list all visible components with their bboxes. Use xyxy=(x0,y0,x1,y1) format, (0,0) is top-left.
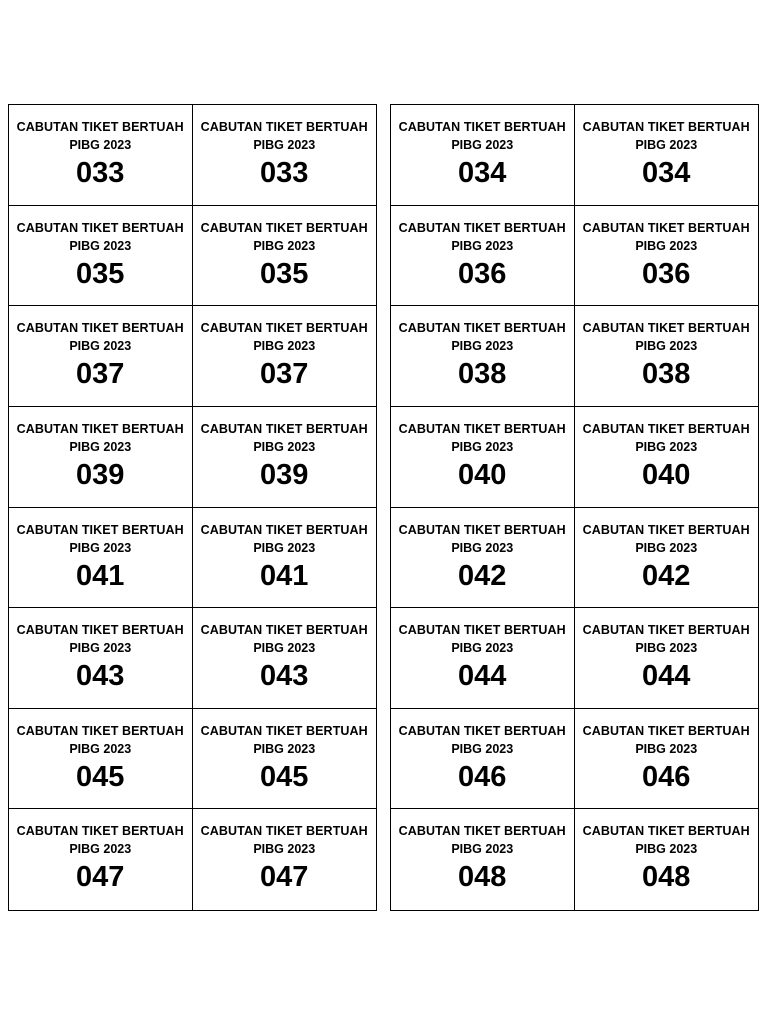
ticket-number: 046 xyxy=(642,760,691,793)
ticket-subtitle: PIBG 2023 xyxy=(451,238,514,253)
ticket-title: CABUTAN TIKET BERTUAH xyxy=(398,723,566,738)
ticket xyxy=(9,508,193,609)
ticket-title: CABUTAN TIKET BERTUAH xyxy=(398,120,566,134)
ticket-subtitle: PIBG 2023 xyxy=(635,238,698,253)
ticket-subtitle: PIBG 2023 xyxy=(635,641,698,656)
ticket-subtitle: PIBG 2023 xyxy=(451,339,514,354)
ticket-number: 038 xyxy=(458,358,507,391)
ticket-subtitle: PIBG 2023 xyxy=(635,540,698,555)
ticket-subtitle: PIBG 2023 xyxy=(253,339,316,354)
ticket-title: CABUTAN TIKET BERTUAH xyxy=(200,120,368,134)
ticket-title: CABUTAN TIKET BERTUAH xyxy=(582,120,750,134)
ticket-number: 037 xyxy=(260,358,309,391)
ticket-title: CABUTAN TIKET BERTUAH xyxy=(200,522,368,537)
ticket-subtitle: PIBG 2023 xyxy=(253,238,316,253)
ticket-number: 044 xyxy=(642,660,691,693)
ticket xyxy=(575,407,759,508)
ticket-number: 044 xyxy=(458,660,507,693)
ticket-title: CABUTAN TIKET BERTUAH xyxy=(582,522,750,537)
ticket-number: 040 xyxy=(458,458,507,491)
ticket xyxy=(391,608,575,709)
ticket xyxy=(575,709,759,810)
ticket xyxy=(9,206,193,307)
ticket xyxy=(9,306,193,407)
ticket-subtitle: PIBG 2023 xyxy=(69,741,132,756)
ticket-subtitle: PIBG 2023 xyxy=(635,842,698,857)
ticket-subtitle: PIBG 2023 xyxy=(69,439,132,454)
ticket-number: 039 xyxy=(76,458,125,491)
ticket xyxy=(193,105,377,206)
ticket xyxy=(9,407,193,508)
ticket xyxy=(193,809,377,910)
ticket-number: 035 xyxy=(76,257,125,290)
ticket xyxy=(391,508,575,609)
ticket-subtitle: PIBG 2023 xyxy=(253,540,316,555)
ticket-subtitle: PIBG 2023 xyxy=(451,641,514,656)
ticket-number: 041 xyxy=(76,559,125,592)
ticket-number: 034 xyxy=(642,157,691,189)
ticket-title: CABUTAN TIKET BERTUAH xyxy=(200,321,368,336)
ticket-sheet-right xyxy=(390,104,759,911)
ticket-number: 041 xyxy=(260,559,309,592)
ticket-number: 033 xyxy=(76,157,125,189)
ticket-subtitle: PIBG 2023 xyxy=(69,641,132,656)
ticket-number: 045 xyxy=(260,760,309,793)
ticket-subtitle: PIBG 2023 xyxy=(253,641,316,656)
ticket-title: CABUTAN TIKET BERTUAH xyxy=(200,421,368,436)
ticket-title: CABUTAN TIKET BERTUAH xyxy=(582,321,750,336)
ticket-number: 042 xyxy=(458,559,507,592)
ticket-subtitle: PIBG 2023 xyxy=(69,238,132,253)
ticket xyxy=(575,508,759,609)
ticket-number: 048 xyxy=(642,861,691,894)
ticket xyxy=(391,306,575,407)
ticket-number: 048 xyxy=(458,861,507,894)
ticket-subtitle: PIBG 2023 xyxy=(635,439,698,454)
ticket-subtitle: PIBG 2023 xyxy=(253,138,316,152)
ticket-title: CABUTAN TIKET BERTUAH xyxy=(200,623,368,638)
ticket-subtitle: PIBG 2023 xyxy=(635,741,698,756)
ticket-title: CABUTAN TIKET BERTUAH xyxy=(16,321,184,336)
ticket-title: CABUTAN TIKET BERTUAH xyxy=(582,723,750,738)
ticket xyxy=(575,105,759,206)
ticket xyxy=(193,206,377,307)
ticket xyxy=(9,608,193,709)
ticket-subtitle: PIBG 2023 xyxy=(253,439,316,454)
ticket-number: 036 xyxy=(458,257,507,290)
ticket-title: CABUTAN TIKET BERTUAH xyxy=(16,723,184,738)
ticket-number: 034 xyxy=(458,157,507,189)
ticket-title: CABUTAN TIKET BERTUAH xyxy=(16,220,184,235)
ticket-number: 047 xyxy=(260,861,309,894)
ticket-subtitle: PIBG 2023 xyxy=(451,439,514,454)
ticket-subtitle: PIBG 2023 xyxy=(69,138,132,152)
ticket xyxy=(193,407,377,508)
ticket xyxy=(193,508,377,609)
ticket-title: CABUTAN TIKET BERTUAH xyxy=(582,421,750,436)
ticket-subtitle: PIBG 2023 xyxy=(451,741,514,756)
ticket-title: CABUTAN TIKET BERTUAH xyxy=(398,522,566,537)
ticket xyxy=(391,206,575,307)
ticket xyxy=(575,809,759,910)
ticket-subtitle: PIBG 2023 xyxy=(451,842,514,857)
ticket-title: CABUTAN TIKET BERTUAH xyxy=(200,723,368,738)
ticket xyxy=(9,105,193,206)
ticket-number: 037 xyxy=(76,358,125,391)
ticket-subtitle: PIBG 2023 xyxy=(253,842,316,857)
ticket-number: 040 xyxy=(642,458,691,491)
ticket xyxy=(575,608,759,709)
ticket xyxy=(193,608,377,709)
ticket xyxy=(391,105,575,206)
ticket-subtitle: PIBG 2023 xyxy=(635,138,698,152)
ticket xyxy=(391,709,575,810)
ticket-subtitle: PIBG 2023 xyxy=(253,741,316,756)
ticket-title: CABUTAN TIKET BERTUAH xyxy=(398,623,566,638)
ticket-number: 038 xyxy=(642,358,691,391)
ticket-title: CABUTAN TIKET BERTUAH xyxy=(582,623,750,638)
ticket xyxy=(575,306,759,407)
ticket-title: CABUTAN TIKET BERTUAH xyxy=(16,623,184,638)
ticket xyxy=(391,407,575,508)
ticket-title: CABUTAN TIKET BERTUAH xyxy=(582,824,750,839)
ticket-title: CABUTAN TIKET BERTUAH xyxy=(398,220,566,235)
ticket-number: 042 xyxy=(642,559,691,592)
ticket-title: CABUTAN TIKET BERTUAH xyxy=(398,824,566,839)
ticket-subtitle: PIBG 2023 xyxy=(69,339,132,354)
ticket xyxy=(575,206,759,307)
ticket-number: 043 xyxy=(76,660,125,693)
ticket xyxy=(193,306,377,407)
ticket-title: CABUTAN TIKET BERTUAH xyxy=(16,421,184,436)
ticket-subtitle: PIBG 2023 xyxy=(69,842,132,857)
ticket-title: CABUTAN TIKET BERTUAH xyxy=(398,421,566,436)
ticket xyxy=(9,809,193,910)
ticket-number: 033 xyxy=(260,157,309,189)
ticket xyxy=(391,809,575,910)
ticket xyxy=(9,709,193,810)
ticket-title: CABUTAN TIKET BERTUAH xyxy=(16,824,184,839)
ticket-title: CABUTAN TIKET BERTUAH xyxy=(398,321,566,336)
ticket-title: CABUTAN TIKET BERTUAH xyxy=(582,220,750,235)
ticket-number: 045 xyxy=(76,760,125,793)
ticket-subtitle: PIBG 2023 xyxy=(451,138,514,152)
ticket-subtitle: PIBG 2023 xyxy=(635,339,698,354)
ticket-number: 047 xyxy=(76,861,125,894)
ticket xyxy=(193,709,377,810)
ticket-title: CABUTAN TIKET BERTUAH xyxy=(16,120,184,134)
ticket-title: CABUTAN TIKET BERTUAH xyxy=(16,522,184,537)
ticket-number: 039 xyxy=(260,458,309,491)
ticket-sheet-left xyxy=(8,104,377,911)
ticket-title: CABUTAN TIKET BERTUAH xyxy=(200,824,368,839)
ticket-number: 043 xyxy=(260,660,309,693)
ticket-number: 035 xyxy=(260,257,309,290)
ticket-subtitle: PIBG 2023 xyxy=(451,540,514,555)
ticket-subtitle: PIBG 2023 xyxy=(69,540,132,555)
ticket-number: 046 xyxy=(458,760,507,793)
ticket-title: CABUTAN TIKET BERTUAH xyxy=(200,220,368,235)
ticket-number: 036 xyxy=(642,257,691,290)
